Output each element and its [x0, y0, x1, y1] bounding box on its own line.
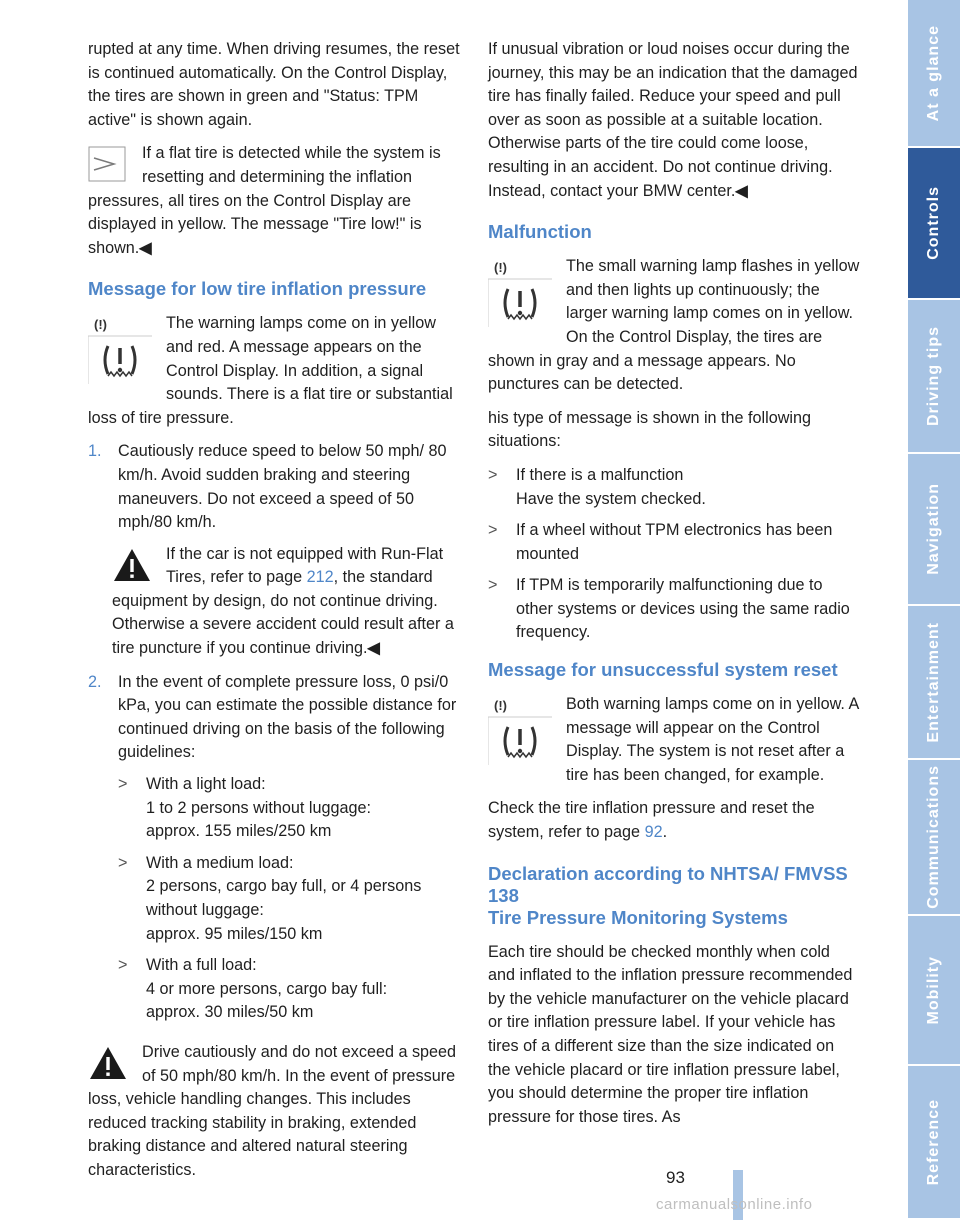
tab-label: Communications [925, 765, 942, 909]
tab-navigation[interactable] [908, 454, 960, 606]
chapter-sidebar [908, 0, 960, 1220]
note-flat-tire [88, 142, 460, 260]
warning-runflat-text-cont: , the standard equipment by design, do not continue driving. Otherwise a severe accident could result after a tire puncture if you continue driving. [112, 568, 454, 658]
bullet-mark: > [488, 465, 498, 484]
tab-driving-tips[interactable] [908, 300, 960, 454]
warning-triangle-icon [88, 1045, 128, 1081]
svg-text:(!): (!) [494, 260, 507, 276]
svg-text:(!): (!) [494, 698, 507, 714]
low-pressure-block [88, 312, 460, 430]
full-load-detail: 4 or more persons, cargo bay full: [146, 979, 388, 998]
reset-text: Both warning lamps come on in yellow. A message will appear on the Control Display. The system is not reset after a tire has been changed, for example. [566, 695, 859, 784]
heading-malfunction: Malfunction [488, 221, 592, 243]
left-column [88, 38, 460, 1193]
check-pressure-text: Check the tire inflation pressure and reset the system, refer to page [488, 799, 815, 842]
tab-controls[interactable] [908, 148, 960, 300]
note-flat-text: If a flat tire is detected while the system is resetting and determining the inflation pressures, all tires on the Control Display are displayed in yellow. The message "Tire low!" is shown. [88, 144, 441, 257]
page-link-212[interactable]: 212 [306, 568, 334, 587]
tire-pressure-warning-icon [488, 259, 552, 327]
heading-declaration: Declaration according to NHTSA/ FMVSS 138 [488, 862, 848, 906]
tab-communications[interactable] [908, 760, 960, 916]
warning-triangle-icon [112, 547, 152, 583]
list-number: 2. [88, 672, 102, 691]
page-number: 93 [666, 1168, 685, 1187]
warning-runflat-text: If the car is not equipped with Run-Flat Tires, refer to page [166, 544, 444, 587]
bullet-radio-text: If TPM is temporarily malfunctioning due to other systems or devices using the same radio frequency. [516, 576, 850, 642]
list-number: 1. [88, 442, 102, 461]
tire-pressure-warning-icon [88, 316, 152, 384]
list-item-1 [88, 440, 460, 534]
tab-label: Mobility [925, 955, 942, 1025]
malfunction-text: The small warning lamp flashes in yellow and then lights up continuously; the larger warning lamp comes on in yellow. On the Control Display, the tires are shown in gray and a message appears. No punctures can be detected. [488, 257, 860, 394]
tab-at-a-glance[interactable] [908, 0, 960, 148]
tab-label: Controls [925, 186, 942, 260]
vibration-paragraph: If unusual vibration or loud noises occur during the journey, this may be an indication that the damaged tire has finally failed. Reduce your speed and pull over as soon as possible at a suitable location. Otherwise parts of the tire could come loose, resulting in an accident. Do not continue driving. Instead, contact your BMW center. [488, 40, 858, 200]
bullet-medium-load [118, 852, 460, 946]
heading-low-pressure: Message for low tire inflation pressure [88, 278, 427, 300]
watermark: carmanualsonline.info [656, 1196, 813, 1213]
light-load-detail: 1 to 2 persons without luggage: [146, 798, 371, 817]
bullet-mark: > [118, 853, 128, 872]
declaration-paragraph: Each tire should be checked monthly when cold and inflated to the inflation pressure recommended by the vehicle manufacturer on the vehicle placard or tire inflation pressure label. If your vehicle has tires of a different size than the size indicated on the vehicle placard or tire inflation pressure label, you should determine the proper tire inflation pressure for those tires. As [488, 942, 853, 1126]
bullet-mark: > [118, 775, 128, 794]
warning-runflat [112, 543, 460, 661]
tab-entertainment[interactable] [908, 606, 960, 760]
bullet-malfunction [488, 464, 860, 511]
malfunction-block [488, 255, 860, 397]
medium-load-distance: approx. 95 miles/150 km [146, 924, 323, 943]
svg-text:(!): (!) [94, 317, 107, 333]
note-arrow-icon [88, 146, 126, 182]
end-mark: ◀ [367, 639, 380, 658]
heading-tpms: Tire Pressure Monitoring Systems [488, 906, 788, 928]
tab-label: Navigation [925, 483, 942, 575]
check-pressure-period: . [662, 823, 668, 842]
tab-reference[interactable] [908, 1066, 960, 1220]
tire-pressure-warning-icon [488, 697, 552, 765]
bullet-malfunction-title: If there is a malfunction [516, 465, 684, 484]
warning-drive-text: Drive cautiously and do not exceed a speed of 50 mph/80 km/h. In the event of pressure loss, vehicle handling changes. This includes reduced tracking stability in braking, extended braking distance and altered natural steering characteristics. [88, 1042, 457, 1179]
end-mark: ◀ [735, 181, 748, 200]
bullet-malfunction-detail: Have the system checked. [516, 489, 706, 508]
tab-label: Reference [925, 1098, 942, 1186]
bullet-mark: > [488, 521, 498, 540]
bullet-full-load [118, 954, 460, 1025]
bullet-wheel-without-tpm [488, 519, 860, 566]
tab-label: At a glance [925, 24, 942, 122]
bullet-mark: > [488, 576, 498, 595]
medium-load-detail: 2 persons, cargo bay full, or 4 persons without luggage: [146, 877, 422, 919]
list-item-text: Cautiously reduce speed to below 50 mph/ 80 km/h. Avoid sudden braking and steering maneuvers. Do not exceed a speed of 50 mph/80 km/h. [118, 442, 447, 532]
warning-drive-cautiously [88, 1041, 460, 1183]
list-item-text: In the event of complete pressure loss, 0 psi/0 kPa, you can estimate the possible distance for continued driving on the basis of the following guidelines: [118, 672, 457, 762]
bullet-mark: > [118, 956, 128, 975]
heading-unsuccessful-reset: Message for unsuccessful system reset [488, 659, 838, 681]
low-pressure-text: The warning lamps come on in yellow and red. A message appears on the Control Display. In addition, a signal sounds. There is a flat tire or substantial loss of tire pressure. [88, 314, 453, 427]
intro-paragraph: rupted at any time. When driving resumes, the reset is continued automatically. On the Control Display, the tires are shown in green and "Status: TPM active" is shown again. [88, 40, 460, 129]
tab-mobility[interactable] [908, 916, 960, 1066]
medium-load-title: With a medium load: [146, 853, 294, 872]
list-item-2 [88, 671, 460, 1033]
light-load-distance: approx. 155 miles/250 km [146, 822, 332, 841]
tab-label: Entertainment [925, 621, 942, 743]
reset-block [488, 693, 860, 787]
situations-paragraph: his type of message is shown in the following situations: [488, 408, 812, 451]
bullet-wheel-text: If a wheel without TPM electronics has been mounted [516, 521, 833, 563]
end-mark: ◀ [139, 238, 152, 257]
bullet-light-load [118, 773, 460, 844]
full-load-title: With a full load: [146, 956, 257, 975]
tab-label: Driving tips [925, 325, 942, 426]
full-load-distance: approx. 30 miles/50 km [146, 1003, 314, 1022]
light-load-title: With a light load: [146, 775, 266, 794]
bullet-radio-frequency [488, 574, 860, 645]
page-link-92[interactable]: 92 [644, 823, 663, 842]
right-column [488, 38, 860, 1139]
